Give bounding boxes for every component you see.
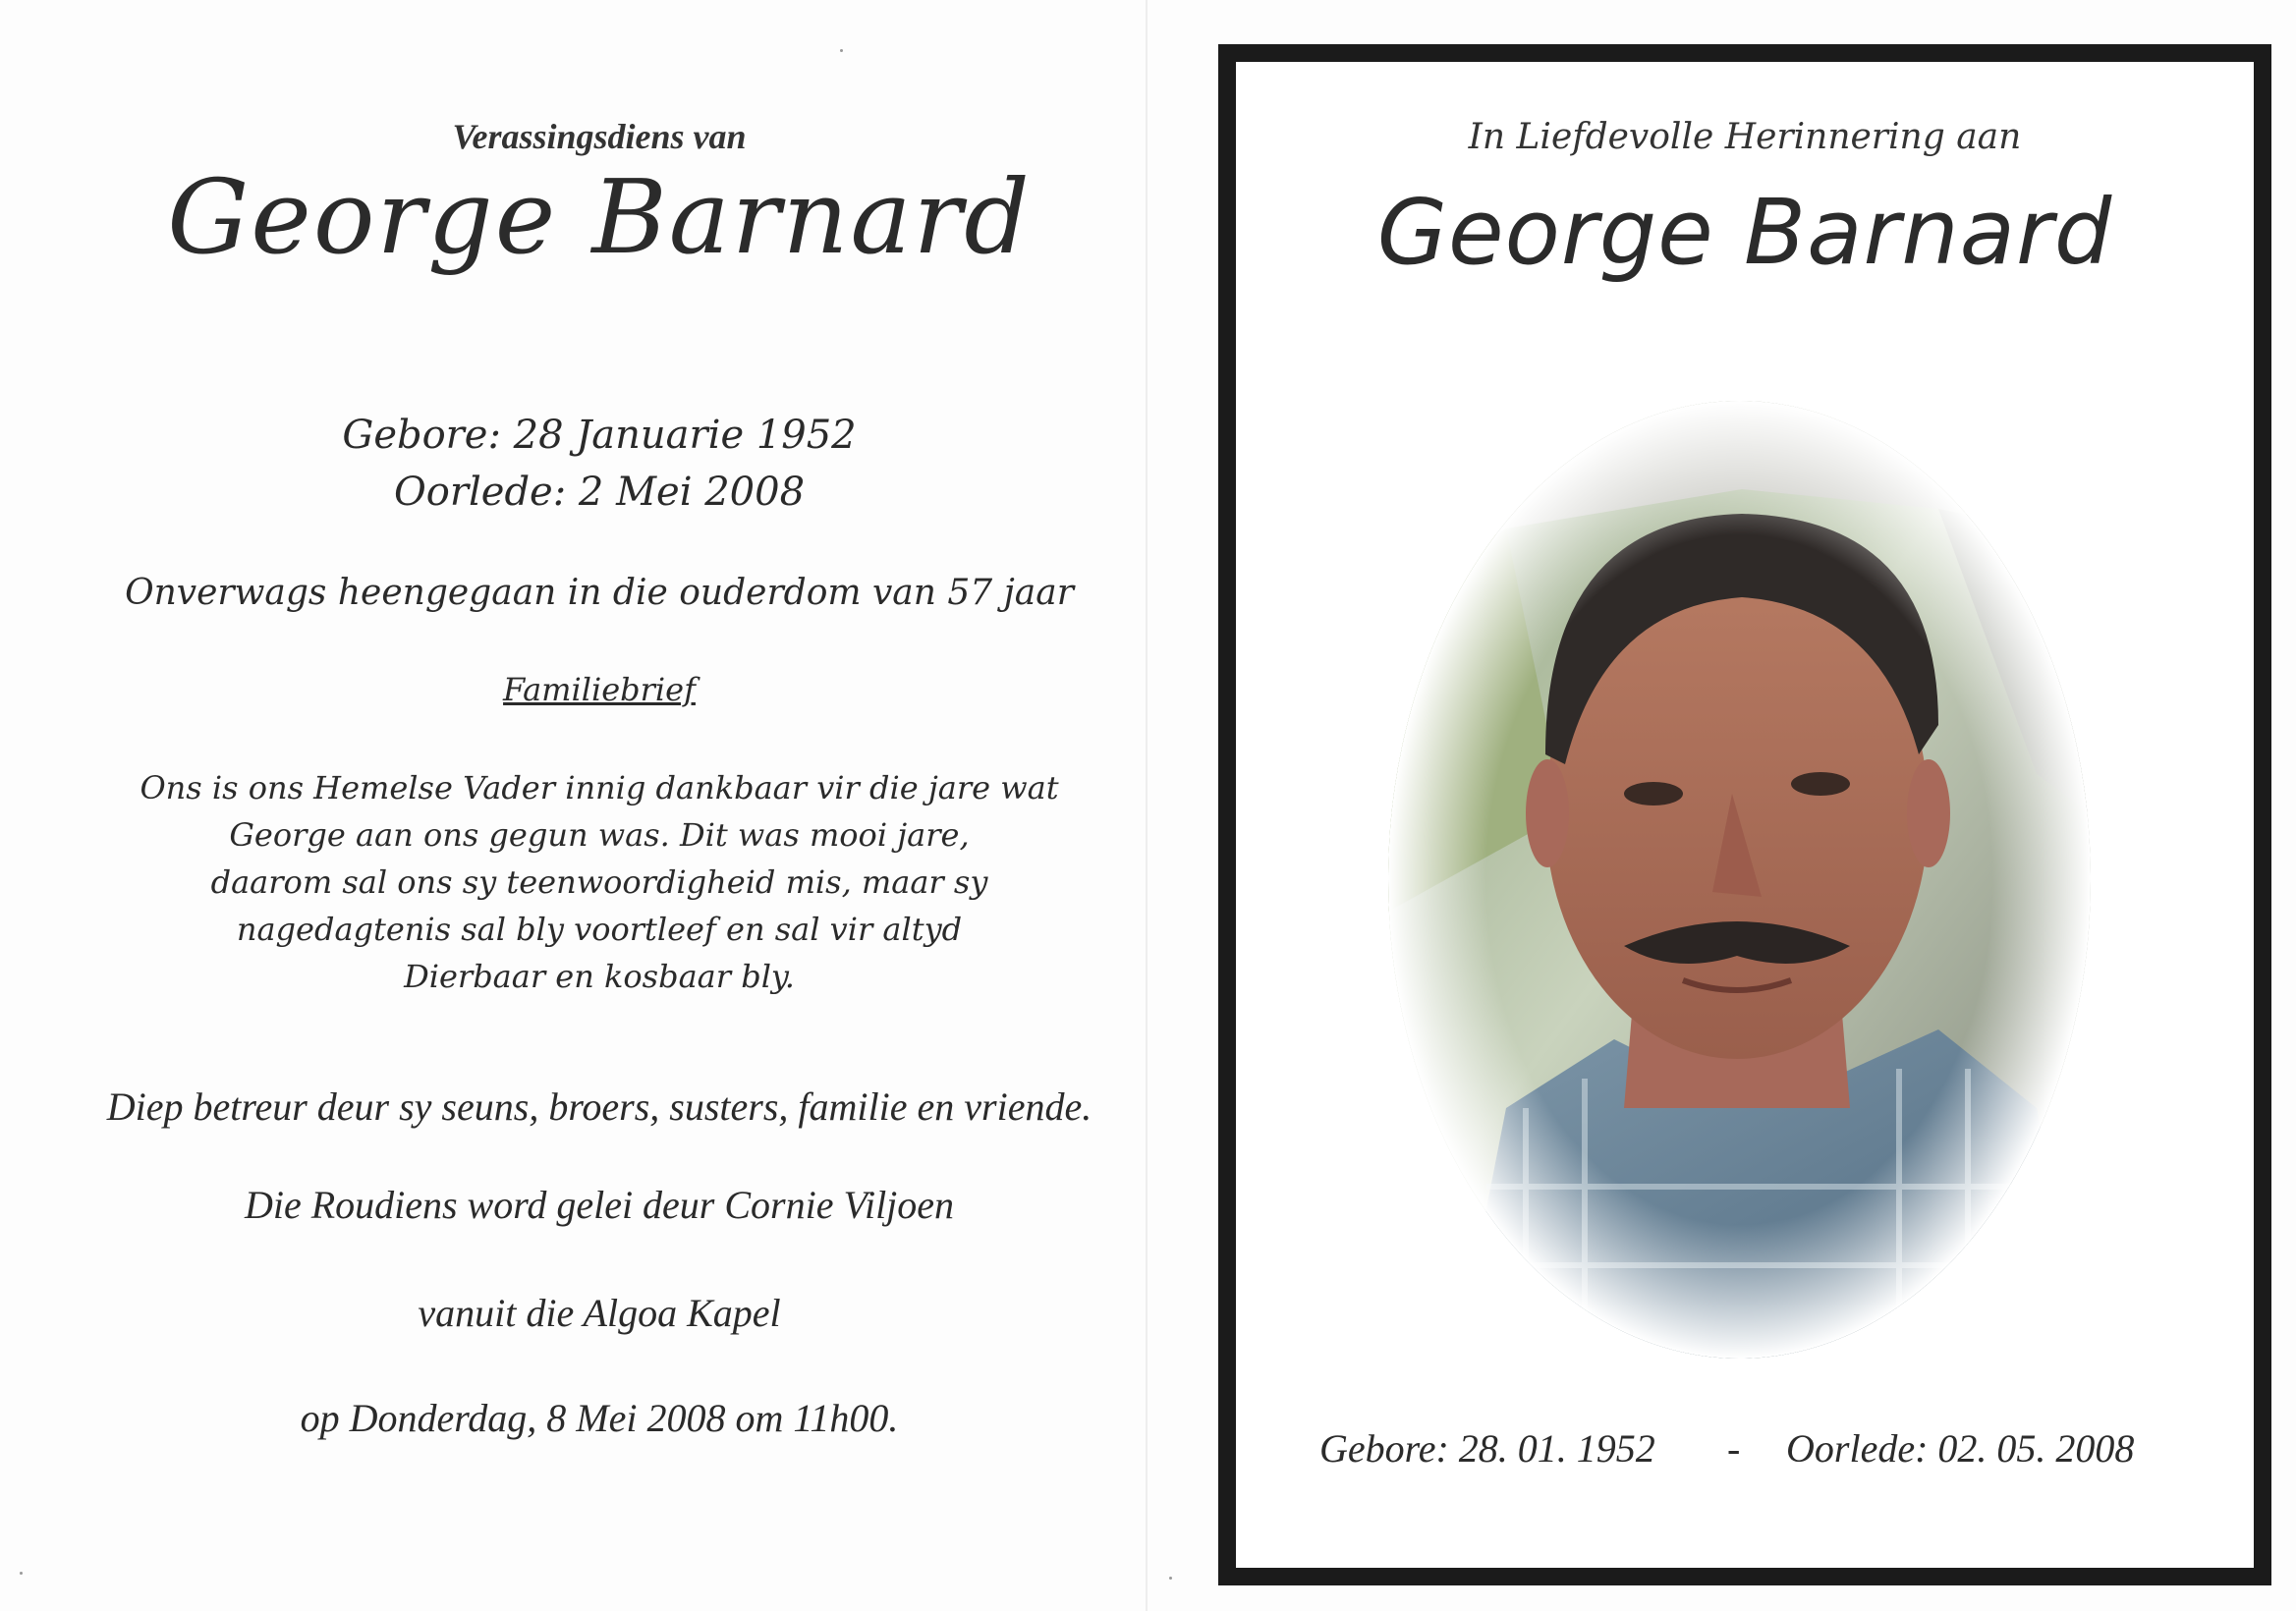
family-letter [0,764,1199,1000]
portrait-photo-icon [1388,401,2091,1359]
scan-speck [1169,1577,1172,1580]
service-officiant: Die Roudiens word gelei deur Cornie Viljoen [244,1183,955,1227]
family-letter-line: George aan ons gegun was. Dit was mooi jare, [229,816,970,854]
family-letter-line: Dierbaar en kosbaar bly. [404,958,795,995]
service-venue: vanuit die Algoa Kapel [418,1291,781,1335]
age-statement: Onverwags heengegaan in die ouderdom van 57 jaar [125,573,1074,613]
death-date: Oorlede: 2 Mei 2008 [393,470,806,515]
cover-birth-date: Gebore: 28. 01. 1952 [1319,1426,1655,1471]
family-letter-line: daarom sal ons sy teenwoordigheid mis, maar sy [210,863,988,901]
cover-death-date: Oorlede: 02. 05. 2008 [1786,1426,2135,1471]
remembrance-heading: In Liefdevolle Herinnering aan [1468,117,2022,157]
scan-speck [840,49,843,52]
deceased-name: George Barnard [167,157,1032,277]
date-separator: - [1727,1426,1741,1471]
service-date: op Donderdag, 8 Mei 2008 om 11h00. [300,1396,899,1440]
family-letter-title: Familiebrief [503,671,696,708]
service-heading: Verassingsdiens van [452,117,747,156]
cover-frame [1218,44,2271,1585]
birth-date: Gebore: 28 Januarie 1952 [342,413,857,458]
family-letter-line: Ons is ons Hemelse Vader innig dankbaar vir die jare wat [140,769,1059,806]
family-letter-line: nagedagtenis sal bly voortleef en sal vir altyd [236,911,963,948]
mourned-by: Diep betreur deur sy seuns, broers, susters, familie en vriende. [106,1084,1092,1129]
cover-name: George Barnard [1376,180,2113,285]
scan-speck [20,1572,23,1575]
